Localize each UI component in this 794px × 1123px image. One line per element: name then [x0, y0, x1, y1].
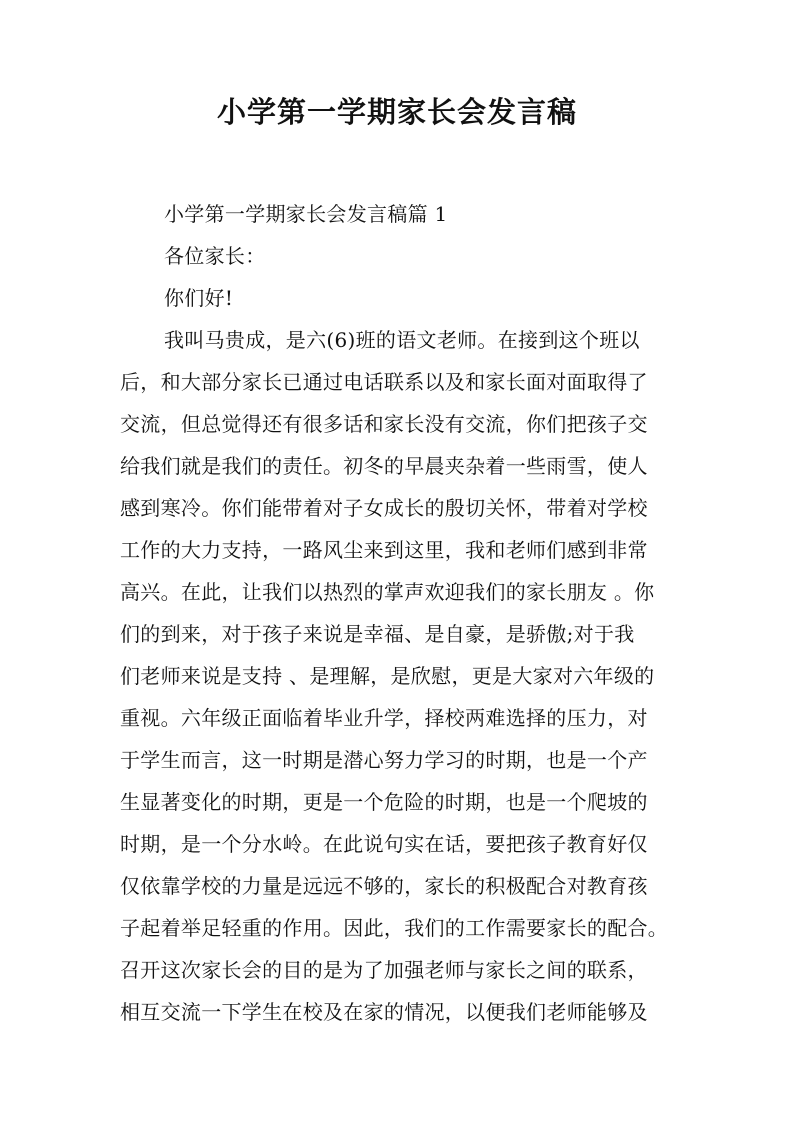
- body-line: 子起着举足轻重的作用。因此，我们的工作需要家长的配合。: [120, 916, 669, 940]
- body-line: 们老师来说是支持 、是理解，是欣慰，更是大家对六年级的: [120, 664, 655, 688]
- body-line: 工作的大力支持，一路风尘来到这里，我和老师们感到非常: [120, 538, 648, 562]
- body-line: 们的到来，对于孩子来说是幸福、是自豪，是骄傲;对于我: [120, 622, 635, 646]
- body-line: 高兴。在此，让我们以热烈的掌声欢迎我们的家长朋友 。你: [120, 580, 655, 604]
- body-line: 后，和大部分家长已通过电话联系以及和家长面对面取得了: [120, 370, 648, 394]
- body-line: 时期，是一个分水岭。在此说句实在话，要把孩子教育好仅: [120, 832, 648, 856]
- body-line: 仅依靠学校的力量是远远不够的，家长的积极配合对教育孩: [120, 874, 648, 898]
- body-line: 召开这次家长会的目的是为了加强老师与家长之间的联系，: [120, 958, 648, 982]
- section-heading: 小学第一学期家长会发言稿篇 1: [164, 202, 448, 226]
- body-line: 生显著变化的时期，更是一个危险的时期，也是一个爬坡的: [120, 790, 648, 814]
- salutation: 各位家长：: [164, 244, 266, 268]
- body-line: 相互交流一下学生在校及在家的情况，以便我们老师能够及: [120, 1000, 648, 1024]
- body-line: 我叫马贵成，是六(6)班的语文老师。在接到这个班以: [164, 328, 640, 352]
- body-line: 交流，但总觉得还有很多话和家长没有交流，你们把孩子交: [120, 412, 648, 436]
- body-line: 重视。六年级正面临着毕业升学，择校两难选择的压力，对: [120, 706, 648, 730]
- body-line: 给我们就是我们的责任。初冬的早晨夹杂着一些雨雪，使人: [120, 454, 648, 478]
- body-line: 于学生而言，这一时期是潜心努力学习的时期，也是一个产: [120, 748, 648, 772]
- body-line: 感到寒冷。你们能带着对子女成长的殷切关怀，带着对学校: [120, 496, 648, 520]
- document-title: 小学第一学期家长会发言稿: [216, 95, 577, 129]
- greeting: 你们好!: [164, 286, 234, 310]
